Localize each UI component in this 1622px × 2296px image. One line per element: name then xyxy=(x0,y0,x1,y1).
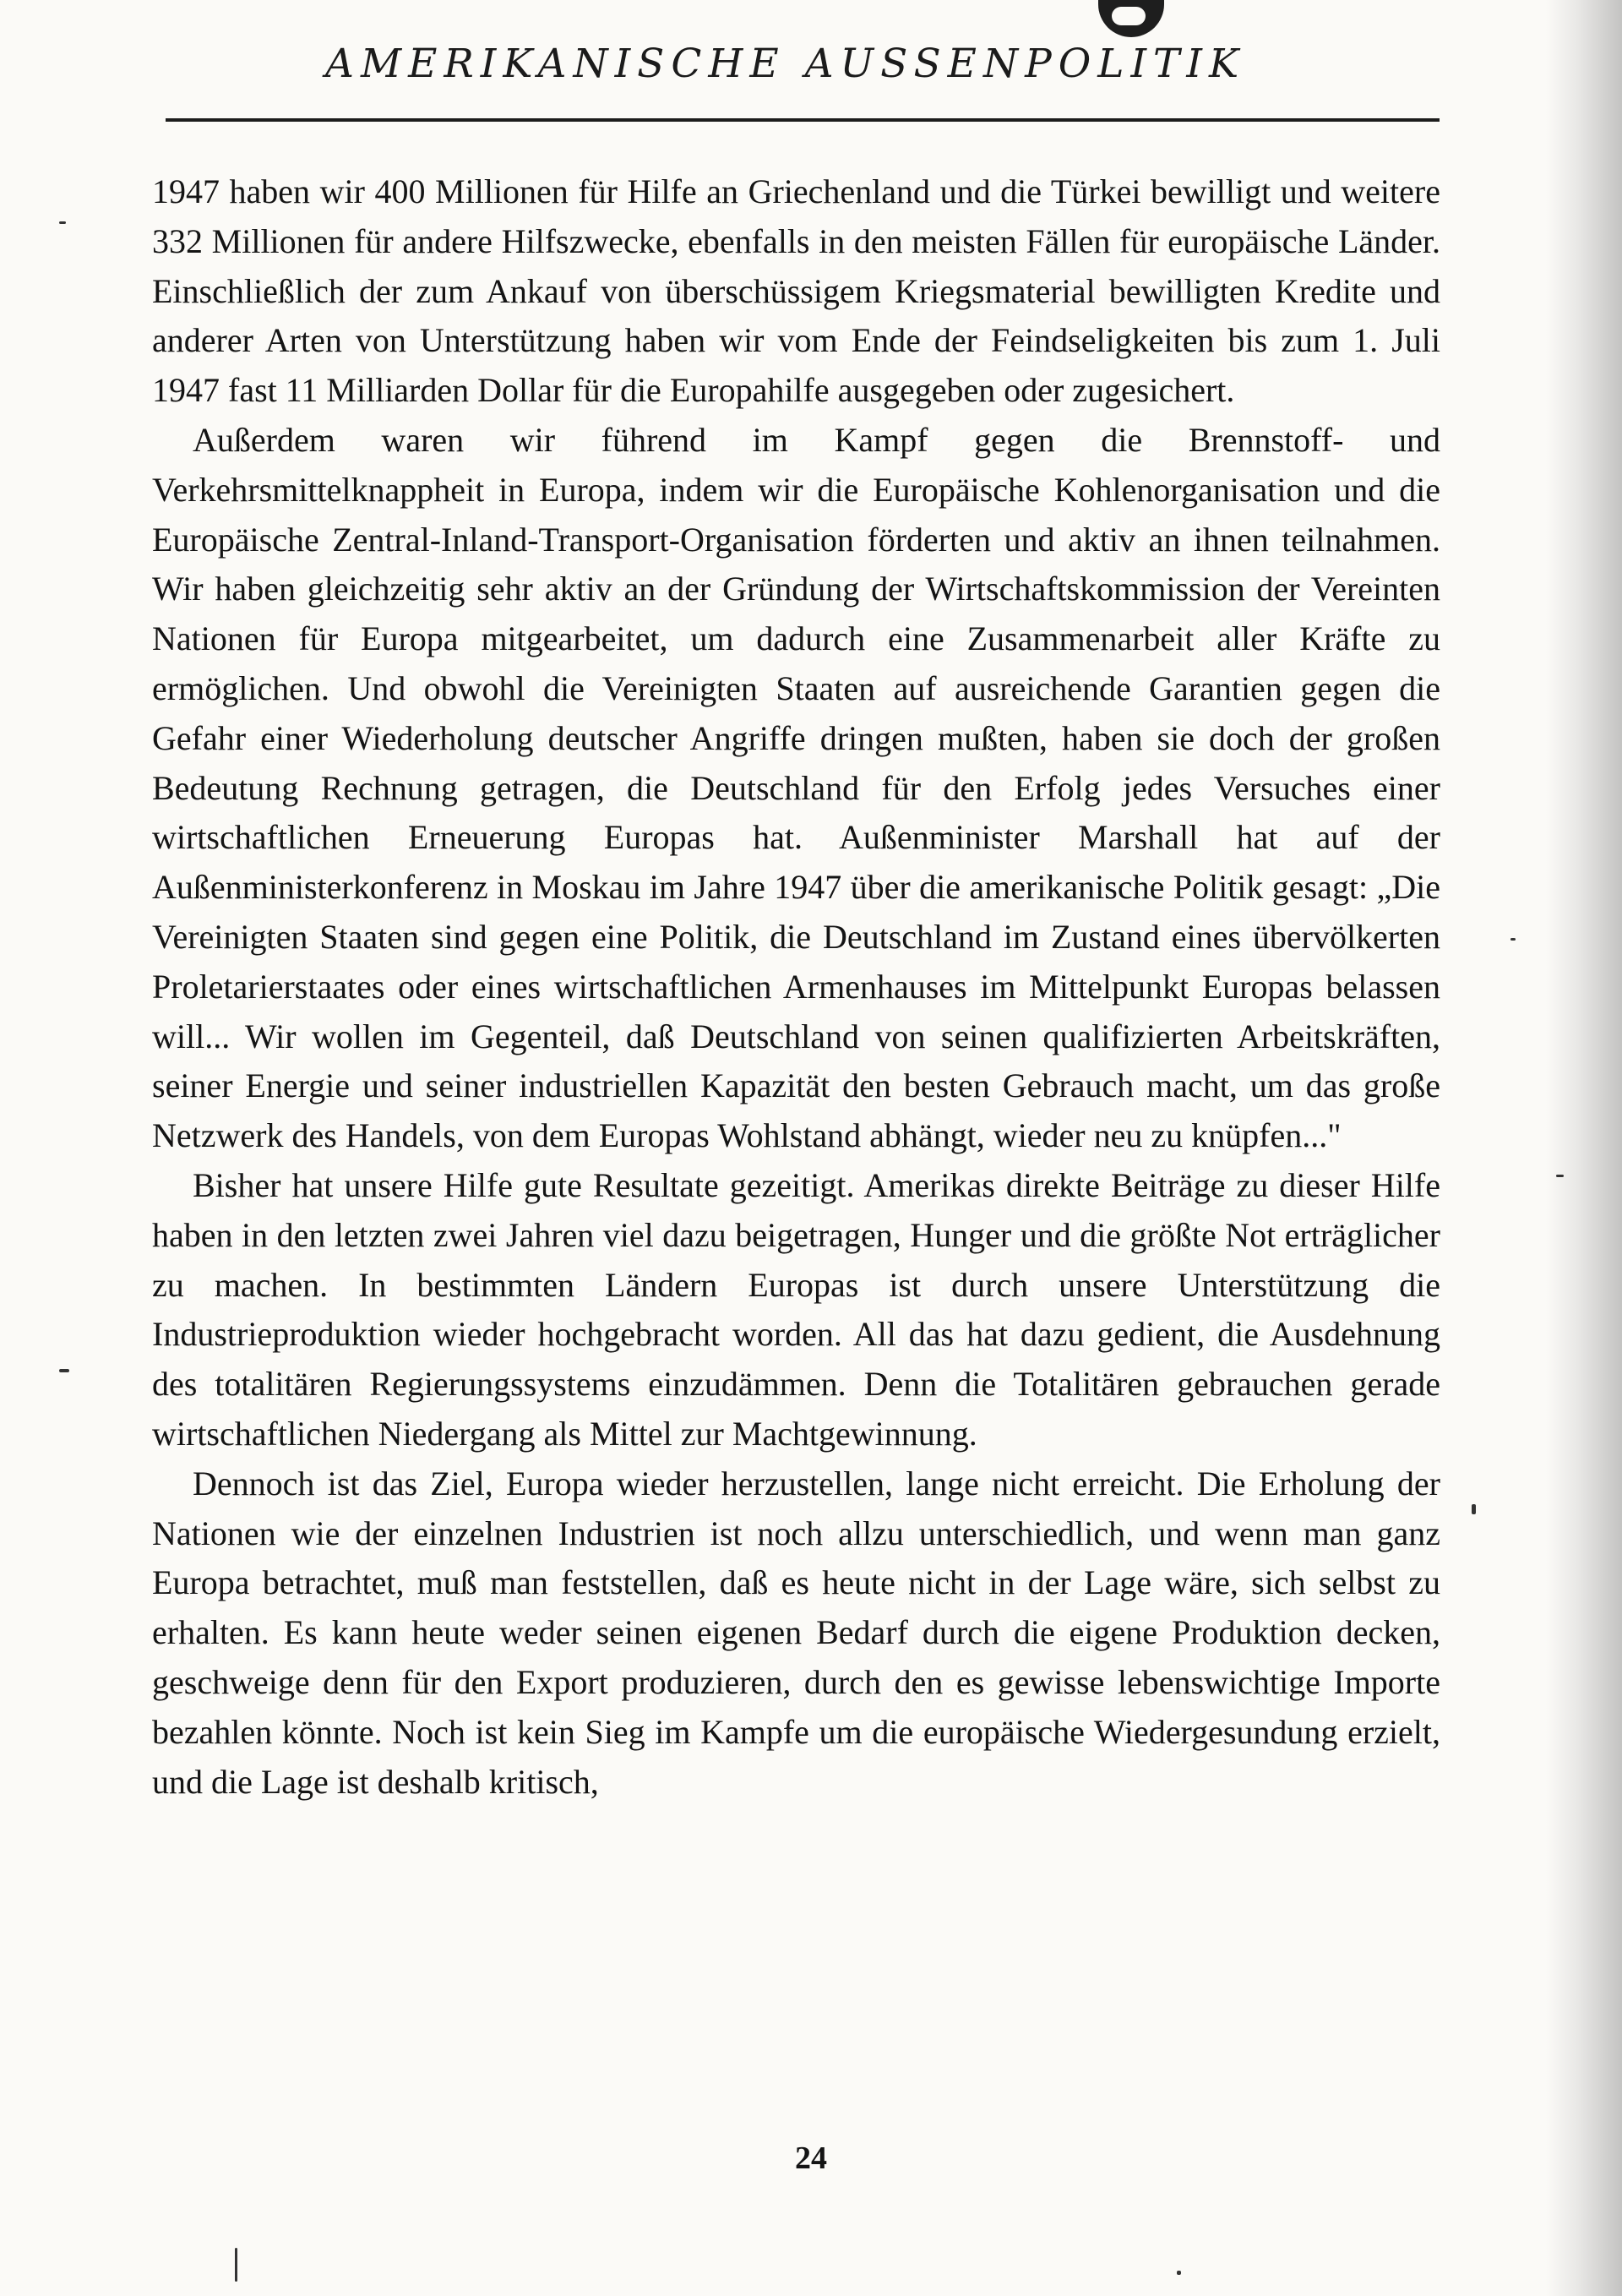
paragraph-4: Dennoch ist das Ziel, Europa wieder herzustellen, lange nicht erreicht. Die Erholung der Nationen wie der einzelnen Industrien ist noch allzu unterschiedlich, und wenn man ganz Europa betrachtet, muß man feststellen, daß es heute nicht in der Lage wäre, sich selbst zu erhalten. Es kann heute weder seinen eigenen Bedarf durch die eigene Produktion decken, geschweige denn für den Export produzieren, durch den es gewisse lebenswichtige Importe bezahlen könnte. Noch ist kein Sieg im Kampfe um die europäische Wiedergesundung erzielt, und die Lage ist deshalb kritisch, xyxy=(152,1464,1440,1801)
scan-speck xyxy=(1177,2271,1181,2275)
page-number: 24 xyxy=(795,2141,827,2176)
scan-speck xyxy=(59,1369,69,1372)
body-text xyxy=(152,167,1440,1807)
running-header: AMERIKANISCHE AUSSENPOLITIK xyxy=(325,41,1246,87)
header-rule xyxy=(166,118,1440,122)
paragraph-1: 1947 haben wir 400 Millionen für Hilfe an Griechenland und die Türkei bewilligt und weitere 332 Millionen für andere Hilfszwecke, ebenfalls in den meisten Fällen für europäische Länder. Einschließlich der zum Ankauf von überschüssigem Kriegsmaterial bewilligten Kredite und anderer Arten von Unterstützung haben wir vom Ende der Feindseligkeiten bis zum 1. Juli 1947 fast 11 Milliarden Dollar für die Europahilfe ausgegeben oder zugesichert. xyxy=(152,172,1440,410)
paragraph-3: Bisher hat unsere Hilfe gute Resultate gezeitigt. Amerikas direkte Beiträge zu dieser Hilfe haben in den letzten zwei Jahren viel dazu beigetragen, Hunger und die größte Not erträglicher zu machen. In bestimmten Ländern Europas ist durch unsere Unterstützung die Industrieproduktion wieder hochgebracht worden. All das hat dazu gedient, die Ausdehnung des totalitären Regierungssystems einzudämmen. Denn die Totalitären gebrauchen gerade wirtschaftlichen Niedergang als Mittel zur Machtgewinnung. xyxy=(152,1165,1440,1453)
paragraph-2: Außerdem waren wir führend im Kampf gegen die Brennstoff- und Verkehrsmittelknappheit in Europa, indem wir die Europäische Kohlenorganisation und die Europäische Zentral-Inland-Transport-Organisation förderten und aktiv an ihnen teilnahmen. Wir haben gleichzeitig sehr aktiv an der Gründung der Wirtschaftskommission der Vereinten Nationen für Europa mitgearbeitet, um dadurch eine Zusammenarbeit aller Kräfte zu ermöglichen. Und obwohl die Vereinigten Staaten auf ausreichende Garantien gegen die Gefahr einer Wiederholung deutscher Angriffe dringen mußten, haben sie doch der großen Bedeutung Rechnung getragen, die Deutschland für den Erfolg jedes Versuches einer wirtschaftlichen Erneuerung Europas hat. Außenminister Marshall hat auf der Außenministerkonferenz in Moskau im Jahre 1947 über die amerikanische Politik gesagt: „Die Vereinigten Staaten sind gegen eine Politik, die Deutschland im Zustand eines übervölkerten Proletarierstaates oder eines wirtschaftlichen Armenhauses im Mittelpunkt Europas belassen will... Wir wollen im Gegenteil, daß Deutschland von seinen qualifizierten Arbeitskräften, seiner Energie und seiner industriellen Kapazität den besten Gebrauch macht, um das große Netzwerk des Handels, von dem Europas Wohlstand abhängt, wieder neu zu knüpfen..." xyxy=(152,420,1440,1155)
scan-speck xyxy=(59,221,66,224)
scan-speck xyxy=(1510,938,1516,941)
scan-speck xyxy=(235,2248,237,2282)
ink-blot xyxy=(1098,0,1164,37)
page-gutter-shadow xyxy=(1546,0,1622,2296)
scan-speck xyxy=(1472,1504,1476,1514)
scan-speck xyxy=(1556,1175,1564,1177)
